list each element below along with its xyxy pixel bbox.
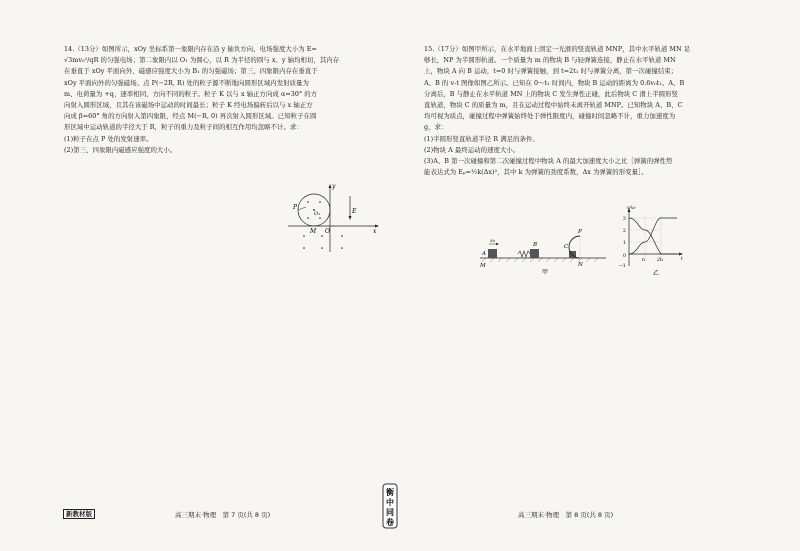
edition-badge: 新教材版 [63,509,95,518]
q15-line: A、B 的 v-t 图像如图乙所示。已知在 0～t₁ 时间内，物块 B 运动的距离为 0.6v₀t₁。A、B [424,78,685,87]
q15-sub3: (3)A、B 第一次碰撞和第二次碰撞过程中物块 A 的最大加速度大小之比［弹簧的弹性势 [424,157,673,166]
label-A: A [482,251,486,257]
ytick-1: 1 [623,241,626,246]
label-E: E [352,208,357,215]
label-O1: O₁ [314,211,321,217]
q15-line: 够长，NP 为半圆形轨道。一个质量为 m 的物块 B 与轻弹簧连接，静止在水平轨道 MN [424,56,676,65]
q15-line: 上，物块 A 向 B 运动，t=0 时与弹簧接触，到 t=2t₁ 时与弹簧分离，第一次碰撞结束； [424,67,678,76]
label-N: N [578,262,583,268]
q14-line: 向射入圆形区域，且其在该磁场中运动的时间最长；粒子 K 经电场偏转后以与 x 轴正方 [64,101,313,110]
label-O: O [325,228,330,235]
q14-line: 向成 β=60° 角的方向射入第四象限，经点 M(−R, 0) 再次射入圆形区域。已知粒子在圆 [64,112,317,121]
label-v-axis: v/v₀ [627,206,636,211]
e-field-arrow [349,216,352,220]
label-y: y [332,183,336,190]
label-M: M [310,228,317,235]
q14-sub2: (2)第三、四象限内磁感应强度的大小。 [64,145,177,154]
svg-text:中: 中 [386,497,394,507]
label-t: t [681,257,683,262]
q14-line: m、电荷量为 +q、速率相同、方向不同的粒子。粒子 K 以与 x 轴正方向成 α=30° 的方 [64,89,318,98]
q15-sub2: (2)物块 A 最终运动的速度大小。 [424,145,520,154]
ytick-3: 3 [623,217,626,222]
q14-line: 14.（13分）如图所示，xOy 坐标系第一象限内存在沿 y 轴负方向、电场强度大小为 E= [64,45,317,53]
svg-text:卷: 卷 [386,517,394,527]
q15-figure-yi [615,204,690,279]
q14-figure [280,180,380,260]
q15-sub1: (1)半圆形竖直轨道半径 R 满足的条件。 [424,134,539,143]
label-v0: v₀ [490,238,495,244]
label-P: P [578,229,582,235]
label-P: P [293,204,298,211]
logo-stamp [381,482,399,530]
footer-left-page: 高三期末·物理 第 7 页(共 8 页) [175,511,271,519]
caption-jia: 甲 [542,269,549,276]
label-B: B [533,242,538,248]
block-A [488,249,497,258]
label-x: x [373,228,377,235]
curve-B [629,218,677,254]
svg-text:同: 同 [386,507,394,517]
label-M: M [480,263,486,269]
q14-sub1: (1)粒子在点 P 处的发射速率。 [64,134,153,143]
q14-line: √3mv₀²/qR 的匀强电场；第二象限内以 O₁ 为圆心，以 R 为半径的圆与 x、y 轴均相切，其内存 [64,56,340,65]
curve-A [629,218,677,254]
q15-line: 直轨道，物块 C 的质量为 m，且在运动过程中始终未离开轨道 MNP。已知物块 A、B、C [424,101,683,110]
q14-line: xOy 平面向外的匀强磁场。点 P(−2R, R) 处的粒子源不断地向圆形区域内发射质量为 [64,78,309,87]
xtick-2t1: 2t₁ [657,258,664,263]
q15-line: 分离后，B 与静止在水平轨道 MN 上的物块 C 发生弹性正碰，此后物块 C 滑上半圆形竖 [424,89,678,98]
q15-line: 15.（17分）如图甲所示，在水平地面上固定一光滑的竖直轨道 MNP，其中水平轨道 MN 足 [424,45,691,53]
q15-line: 均可视为质点，碰撞过程中弹簧始终处于弹性限度内，碰撞时间忽略不计，重力加速度为 [424,112,676,121]
ytick-2: 2 [623,229,626,234]
question-15 [424,44,750,178]
footer-right-page: 高三期末·物理 第 8 页(共 8 页) [518,511,614,519]
ytick-neg1: −1 [619,264,626,269]
q15-sub3b: 能表达式为 Eₚ=½k(Δx)²，其中 k 为弹簧的劲度系数，Δx 为弹簧的形变量］。 [424,168,648,177]
label-C: C [564,244,569,250]
spring [518,251,530,257]
q15-figure-jia [478,214,623,276]
question-14 [64,44,384,156]
block-B [530,249,539,258]
q15-line: g，求： [424,123,448,132]
ytick-0: 0 [623,254,626,259]
q14-line: 形区域中运动轨道的半径大于 R，粒子的重力及粒子间的相互作用均忽略不计。求： [64,123,303,132]
xtick-t1: t₁ [642,258,646,263]
svg-text:衡: 衡 [386,487,394,497]
caption-yi: 乙 [653,270,660,277]
q14-line: 在垂直于 xOy 平面向外、磁感应强度大小为 B₁ 的匀强磁场；第三、四象限内存在垂直于 [64,67,318,76]
